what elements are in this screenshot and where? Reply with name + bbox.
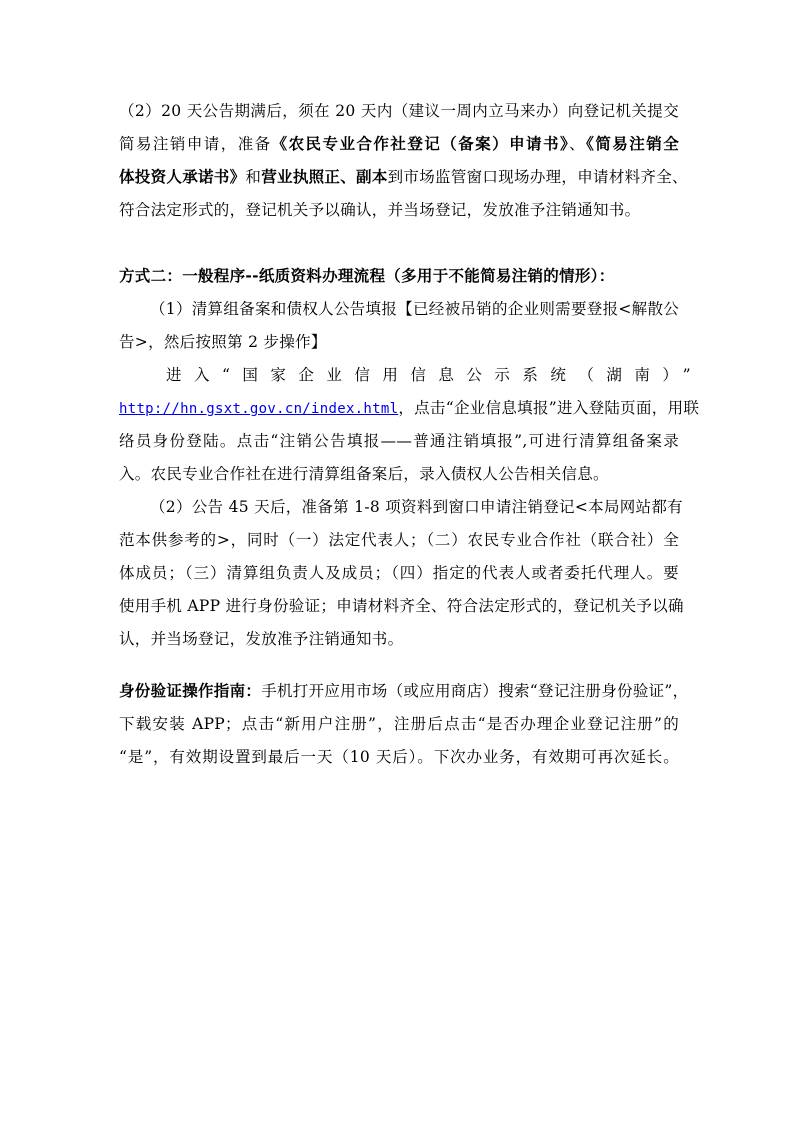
form-application-title: 《农民专业合作社登记（备案）申请书》 [271, 135, 570, 153]
connector-text: 和 [245, 168, 262, 186]
form-commitment-title-part2: 体投资人承诺书》 [119, 168, 246, 186]
separator-text: 、 [569, 135, 587, 153]
simple-step2-text: 到市场监管窗口现场办理，申请材料齐全、 [387, 168, 688, 186]
general-step1-line2: 告>，然后按照第 2 步操作】 [119, 333, 327, 351]
general-step1-line4 [119, 397, 700, 420]
guide-line1 [119, 680, 689, 702]
general-step1-line3: 进入“国家企业信用信息公示系统（湖南）” [166, 366, 704, 384]
simple-step2-line2 [119, 133, 679, 155]
guide-line2: 下载安装 APP；点击“新用户注册”，注册后点击“是否办理企业登记注册”的 [119, 715, 679, 733]
guide-line3: “是”，有效期设置到最后一天（10 天后）。下次办业务，有效期可再次延长。 [119, 748, 679, 766]
simple-step2-line4: 符合法定形式的，登记机关予以确认，并当场登记，发放准予注销通知书。 [119, 201, 641, 219]
general-procedure-heading: 方式二：一般程序--纸质资料办理流程（多用于不能简易注销的情形）： [119, 267, 615, 285]
guide-text: 手机打开应用市场（或应用商店）搜索“登记注册身份验证”， [261, 682, 689, 700]
general-step1-line6: 入。农民专业合作社在进行清算组备案后，录入债权人公告相关信息。 [119, 465, 609, 483]
simple-step2-line1: （2）20 天公告期满后，须在 20 天内（建议一周内立马来办）向登记机关提交 [119, 102, 679, 120]
guide-label: 身份验证操作指南： [119, 682, 262, 700]
general-step2-line5: 认，并当场登记，发放准予注销通知书。 [119, 630, 404, 648]
simple-step2-line3 [119, 166, 688, 188]
gsxt-website-link[interactable]: http://hn.gsxt.gov.cn/index.html [119, 401, 399, 417]
general-step2-line1: （2）公告 45 天后，准备第 1-8 项资料到窗口申请注销登记<本局网站都有 [150, 498, 683, 516]
general-step2-line4: 使用手机 APP 进行身份验证；申请材料齐全、符合法定形式的，登记机关予以确 [119, 597, 684, 615]
general-step2-line3: 体成员；（三）清算组负责人及成员；（四）指定的代表人或者委托代理人。要 [119, 564, 679, 582]
general-step1-text: ，点击“企业信息填报”进入登陆页面，用联 [398, 399, 700, 417]
general-step2-line2: 范本供参考的>，同时（一）法定代表人；（二）农民专业合作社（联合社）全 [119, 531, 679, 549]
general-step1-line1: （1）清算组备案和债权人公告填报【已经被吊销的企业则需要登报<解散公 [150, 300, 680, 318]
simple-step2-text: 简易注销申请，准备 [119, 135, 272, 153]
general-step1-line5: 络员身份登陆。点击“注销公告填报——普通注销填报”,可进行清算组备案录 [119, 432, 679, 450]
business-license-text: 营业执照正、副本 [261, 168, 388, 186]
form-commitment-title-part1: 《简易注销全 [586, 135, 679, 153]
